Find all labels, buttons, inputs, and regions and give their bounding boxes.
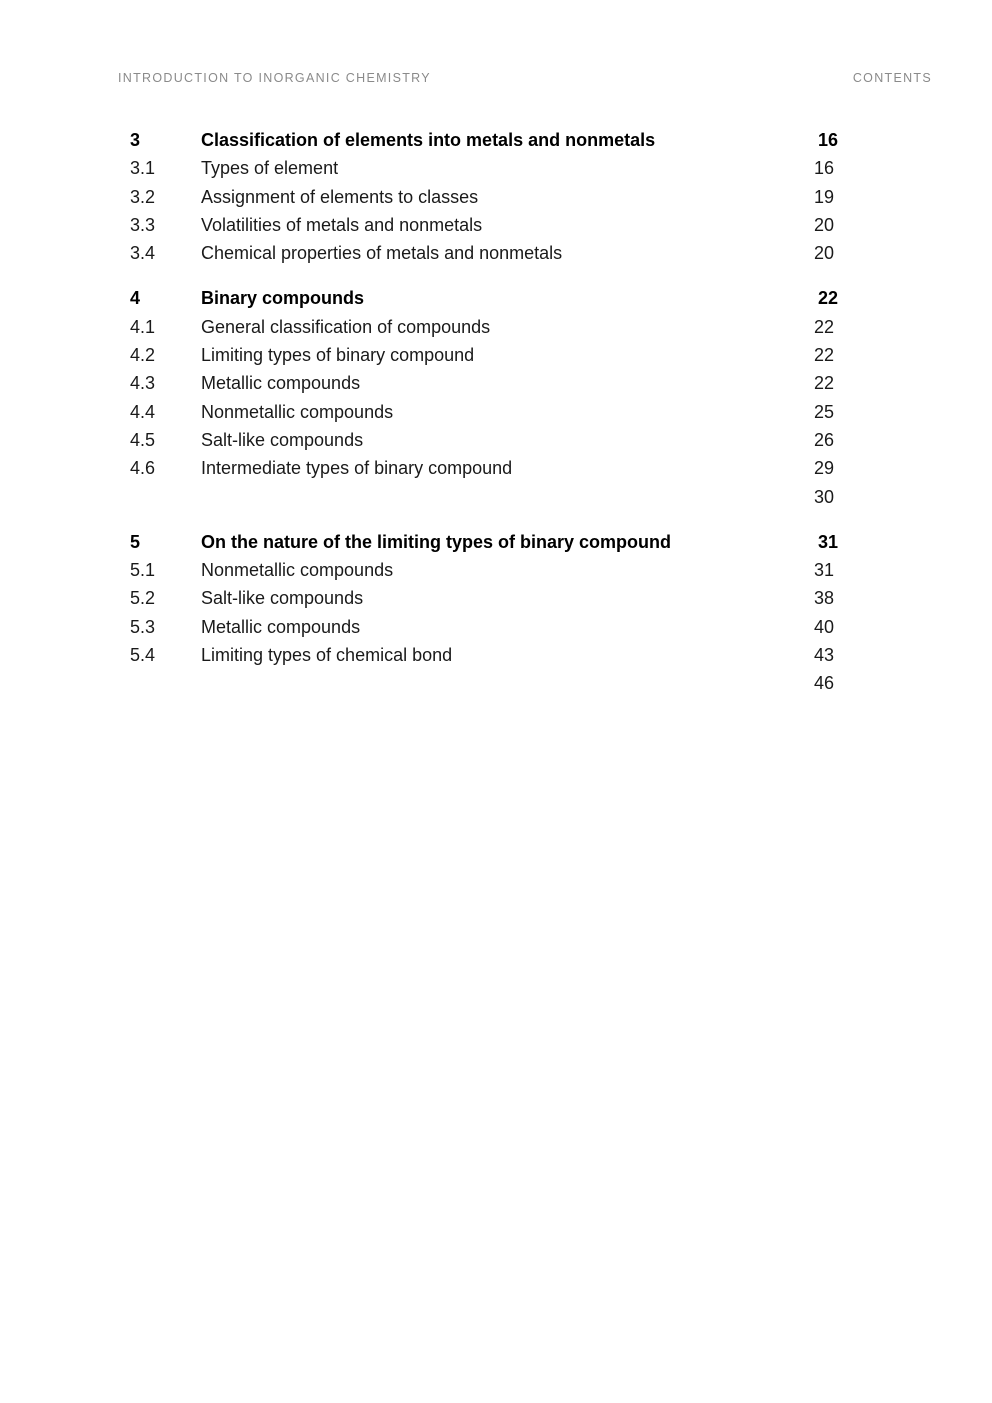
entry-page: 16 [813, 158, 834, 179]
chapter-number: 4 [130, 288, 141, 309]
toc-entry[interactable] [0, 211, 992, 239]
entry-number: 4.2 [130, 345, 156, 366]
entry-number: 3.2 [130, 186, 156, 207]
chapter-number: 3 [130, 130, 141, 150]
running-head-book-title: INTRODUCTION TO INORGANIC CHEMISTRY [118, 71, 431, 85]
entry-title: Intermediate types of binary compound [201, 458, 513, 479]
entry-page: 38 [813, 588, 834, 609]
entry-number: 3.3 [130, 214, 156, 235]
entry-page: 46 [813, 673, 834, 694]
entry-title: Limiting types of chemical bond [201, 645, 453, 666]
toc-entry[interactable] [0, 398, 992, 426]
entry-number: 5.1 [130, 560, 156, 581]
table-of-contents [0, 126, 992, 715]
entry-title: Salt-like compounds [201, 429, 364, 450]
toc-entry[interactable] [0, 239, 992, 267]
toc-entry[interactable] [0, 669, 992, 697]
entry-title: General classification of compounds [201, 316, 491, 337]
toc-entry[interactable] [0, 313, 992, 341]
entry-page: 40 [813, 616, 834, 637]
entry-number: 3.4 [130, 243, 156, 264]
entry-page: 19 [813, 186, 834, 207]
entry-title: Metallic compounds [201, 616, 361, 637]
entry-title: Volatilities of metals and nonmetals [201, 214, 483, 235]
entry-title: Limiting types of binary compound [201, 345, 475, 366]
entry-number: 5.2 [130, 588, 156, 609]
chapter-heading[interactable] [0, 528, 992, 556]
entry-page: 22 [813, 345, 834, 366]
entry-title: Nonmetallic compounds [201, 560, 394, 581]
entry-number: 4.3 [130, 373, 156, 394]
entry-number: 5.4 [130, 645, 156, 666]
toc-entry[interactable] [0, 613, 992, 641]
entry-page: 20 [813, 214, 834, 235]
chapter-title: On the nature of the limiting types of binary compound [201, 531, 672, 552]
chapter-title: Classification of elements into metals and nonmetals [201, 130, 656, 150]
entry-page: 22 [813, 373, 834, 394]
toc-entry[interactable] [0, 584, 992, 612]
entry-page: 31 [813, 560, 834, 581]
chapter-number: 5 [130, 531, 141, 552]
chapter-3 [0, 126, 992, 267]
toc-entry[interactable] [0, 426, 992, 454]
entry-number: 3.1 [130, 158, 156, 179]
entry-page: 29 [813, 458, 834, 479]
chapter-heading[interactable] [0, 126, 992, 154]
entry-title: Types of element [201, 158, 339, 179]
entry-number: 4.4 [130, 401, 156, 422]
toc-entry[interactable] [0, 341, 992, 369]
toc-entry[interactable] [0, 556, 992, 584]
toc-entry[interactable] [0, 154, 992, 182]
toc-entry[interactable] [0, 183, 992, 211]
entry-page: 43 [813, 645, 834, 666]
chapter-4 [0, 284, 992, 510]
entry-page: 26 [813, 429, 834, 450]
entry-page: 22 [813, 316, 834, 337]
toc-entry[interactable] [0, 369, 992, 397]
entry-title: Chemical properties of metals and nonmetals [201, 243, 563, 264]
entry-page: 25 [813, 401, 834, 422]
entry-number: 5.3 [130, 616, 156, 637]
chapter-heading[interactable] [0, 284, 992, 312]
entry-title: Salt-like compounds [201, 588, 364, 609]
toc-entry[interactable] [0, 641, 992, 669]
entry-number: 4.5 [130, 429, 156, 450]
entry-number: 4.1 [130, 316, 156, 337]
entry-title: Metallic compounds [201, 373, 361, 394]
chapter-page: 22 [817, 288, 838, 309]
chapter-5 [0, 528, 992, 698]
toc-entry[interactable] [0, 454, 992, 482]
entry-page: 30 [813, 486, 834, 507]
entry-number: 4.6 [130, 458, 156, 479]
running-head-section: CONTENTS [852, 71, 932, 85]
chapter-page: 16 [817, 130, 838, 150]
entry-title: Nonmetallic compounds [201, 401, 394, 422]
entry-page: 20 [813, 243, 834, 264]
chapter-page: 31 [817, 531, 838, 552]
toc-entry[interactable] [0, 483, 992, 511]
chapter-title: Binary compounds [201, 288, 365, 309]
entry-title: Assignment of elements to classes [201, 186, 479, 207]
